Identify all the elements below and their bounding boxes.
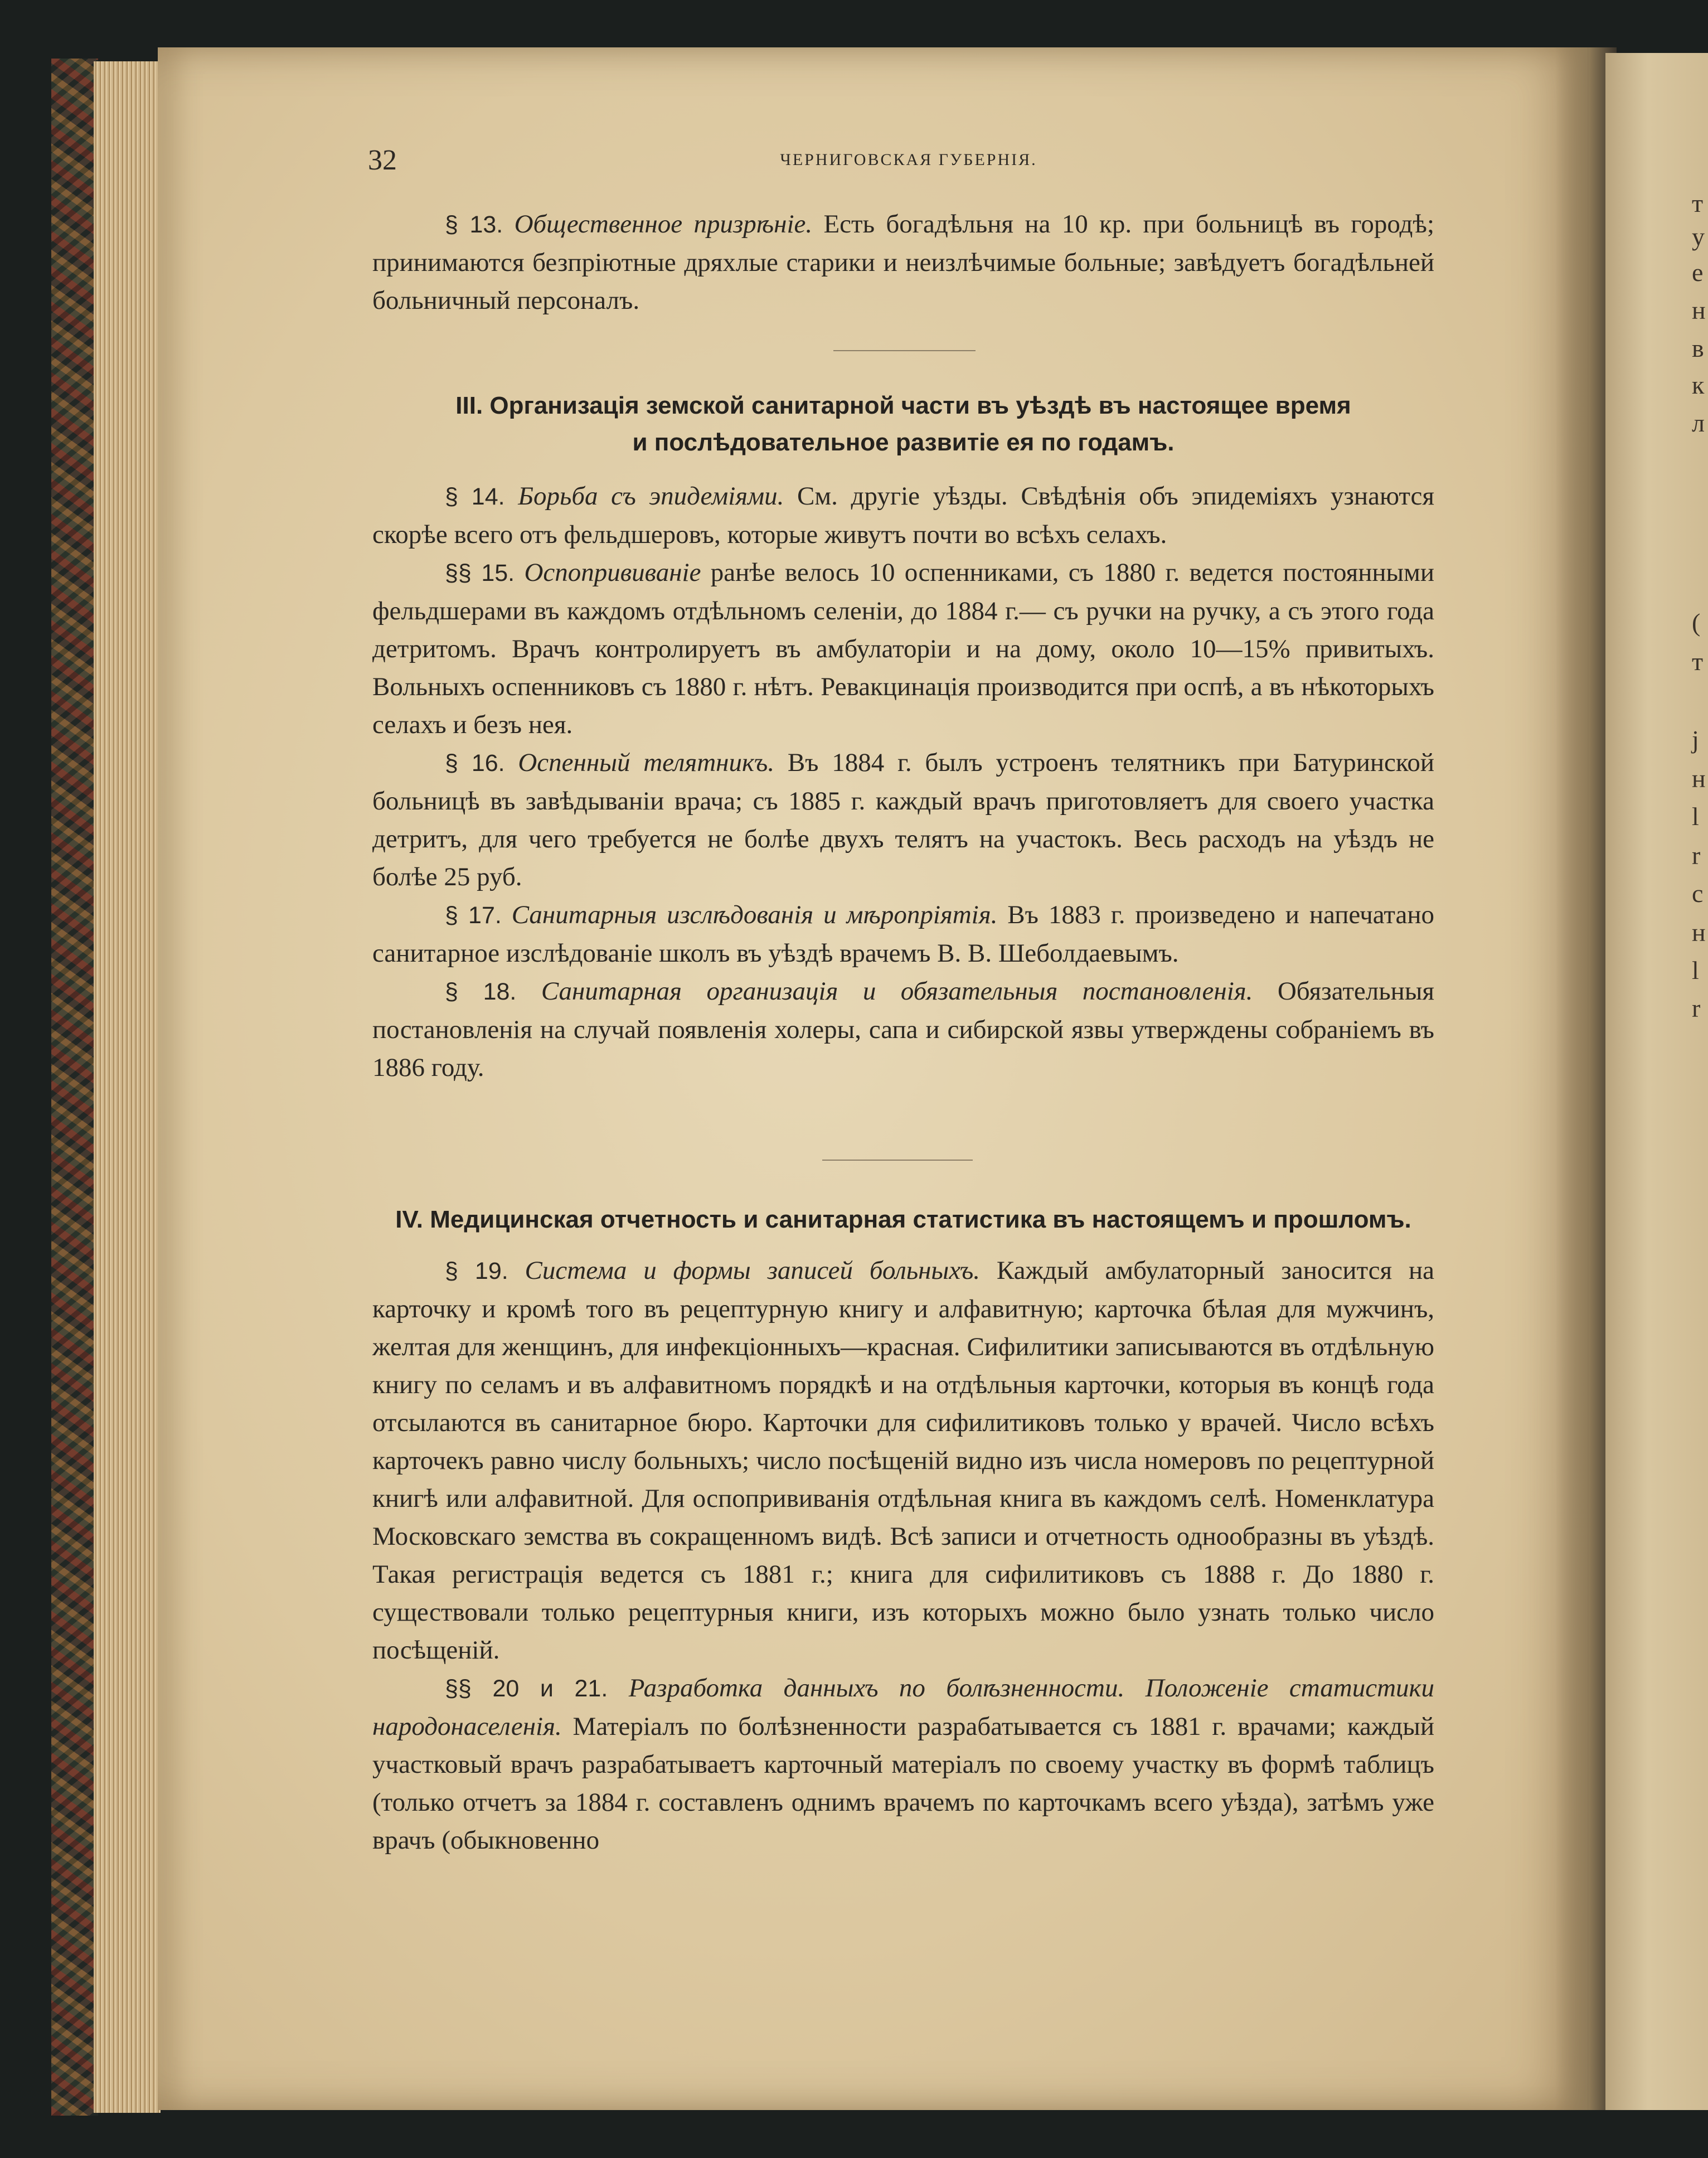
paragraph-17: [372, 896, 1434, 972]
divider: [822, 1160, 973, 1161]
section-title: Оспопрививаніе: [524, 558, 701, 587]
paragraph-13: [372, 205, 1434, 319]
section-number: § 13.: [445, 211, 503, 238]
paragraph-body: Есть богадѣльня на 10 кр. при больницѣ въ городѣ; принимаются безпріютные дряхлые старики и неизлѣчимые больные; завѣдуетъ богадѣльней больничный персоналъ.: [372, 210, 1435, 315]
facing-page-fragment: у: [1692, 222, 1705, 251]
divider: [833, 350, 976, 351]
heading-line: и послѣдовательное развитіе ея по годамъ.: [632, 429, 1175, 456]
paragraph-body: Обязательныя постановленія на случай появленія холеры, сапа и сибирской язвы утверждены собраніемъ въ 1886 году.: [372, 977, 1435, 1082]
section-title: Борьба съ эпидеміями.: [518, 482, 784, 511]
section-number: §§ 15.: [445, 560, 515, 586]
facing-page-fragment: т: [1692, 647, 1704, 676]
facing-page-fragment: (: [1692, 608, 1701, 637]
section-title: Система и формы записей больныхъ.: [525, 1256, 981, 1285]
paragraph-14: [372, 477, 1434, 554]
paragraph-body: См. другіе уѣзды. Свѣдѣнія объ эпидеміяхъ узнаются скорѣе всего отъ фельдшеровъ, которые живутъ почти во всѣхъ селахъ.: [372, 482, 1435, 549]
running-head: ЧЕРНИГОВСКАЯ ГУБЕРНІЯ.: [780, 151, 1037, 169]
facing-page-fragment: l: [1692, 956, 1699, 985]
facing-page-fragment: к: [1692, 371, 1705, 399]
book-binding: [51, 59, 98, 2116]
facing-page-fragment: л: [1692, 409, 1705, 437]
heading-line: IV. Медицинская отчетность и санитарная статистика въ настоящемъ и прошломъ.: [395, 1206, 1411, 1233]
section-title: Оспенный телятникъ.: [518, 748, 775, 777]
facing-page-fragment: в: [1692, 334, 1704, 362]
paragraph-18: [372, 972, 1434, 1087]
facing-page-fragment: е: [1692, 258, 1704, 287]
paragraph-body: Въ 1883 г. произведено и напечатано санитарное изслѣдованіе школъ въ уѣздѣ врачемъ В. В. Шеболдаевымъ.: [372, 900, 1434, 968]
section-number: § 18.: [445, 978, 517, 1005]
page-edges: [94, 61, 161, 2113]
heading-line: III. Организація земской санитарной части въ уѣздѣ въ настоящее время: [455, 392, 1351, 419]
section-13: [372, 205, 1434, 319]
section-title: Общественное призрѣніе.: [514, 210, 813, 239]
section-4-body: [372, 1252, 1434, 1859]
paragraph-body: ранѣе велось 10 оспенниками, съ 1880 г. ведется постоянными фельдшерами въ каждомъ отдѣльномъ селеніи, до 1884 г.— съ ручки на ручку, а съ этого года детритомъ. Врачъ контролируетъ въ амбулаторіи и на дому, около 10—15% привитыхъ. Вольныхъ оспенниковъ съ 1880 г. нѣтъ. Ревакцинація производится при оспѣ, а въ нѣкоторыхъ селахъ и безъ нея.: [372, 558, 1434, 739]
facing-page-fragment: т: [1692, 189, 1704, 217]
section-title: Санитарная организація и обязательныя постановленія.: [541, 977, 1253, 1006]
facing-page-fragment: н: [1692, 918, 1706, 947]
section-number: §§ 20 и 21.: [445, 1675, 608, 1702]
page-header: [368, 144, 1449, 177]
paragraph-body: Каждый амбулаторный заносится на карточку и кромѣ того въ рецептурную книгу и алфавитную; карточка бѣлая для мужчинъ, желтая для женщинъ, для инфекціонныхъ—красная. Сифилитики записываются въ отдѣльную книгу по селамъ и въ алфавитномъ порядкѣ и на отдѣльныя карточки, которыя въ концѣ года отсылаются въ санитарное бюро. Карточки для сифилитиковъ только у врачей. Число всѣхъ карточекъ равно числу больныхъ; число посѣщеній видно изъ числа номеровъ по рецептурной книгѣ или алфавитной. Для оспопрививанія отдѣльная книга въ каждомъ селѣ. Номенклатура Московскаго земства въ сокращенномъ видѣ. Всѣ записи и отчетность однообразны въ уѣздѣ. Такая регистрація ведется съ 1881 г.; книга для сифилитиковъ съ 1888 г. До 1880 г. существовали только рецептурныя книги, изъ которыхъ можно было узнать только число посѣщеній.: [372, 1256, 1434, 1665]
paragraph-19: [372, 1252, 1434, 1669]
paragraph-20-21: [372, 1669, 1434, 1859]
paragraph-body: Матеріалъ по болѣзненности разрабатывается съ 1881 г. врачами; каждый участковый врачъ разрабатываетъ карточный матеріалъ по своему участку въ формѣ таблицъ (только отчетъ за 1884 г. составленъ однимъ врачемъ по карточкамъ всего уѣзда), затѣмъ уже врачъ (обыкновенно: [372, 1712, 1435, 1855]
facing-page-fragment: r: [1692, 994, 1701, 1022]
section-number: § 16.: [445, 750, 505, 777]
section-number: § 19.: [445, 1258, 508, 1284]
section-title: Санитарныя изслѣдованія и мѣропріятія.: [511, 900, 998, 929]
paragraph-16: [372, 744, 1434, 896]
section-4-heading: [372, 1201, 1434, 1238]
section-number: § 14.: [445, 483, 505, 510]
section-3-heading: [372, 387, 1434, 461]
paragraph-body: Въ 1884 г. былъ устроенъ телятникъ при Батуринской больницѣ въ завѣдываніи врача; съ 1885 г. каждый врачъ приготовляетъ для своего участка детритъ, для чего требуется не болѣе двухъ телятъ на участокъ. Весь расходъ на уѣздъ не болѣе 25 руб.: [372, 748, 1435, 891]
paragraph-15: [372, 554, 1434, 744]
section-number: § 17.: [445, 902, 502, 929]
page-number: 32: [368, 144, 397, 176]
section-3-body: [372, 477, 1434, 1087]
facing-page-fragment: r: [1692, 841, 1701, 870]
facing-page-fragment: с: [1692, 879, 1704, 908]
section-title: Разработка данныхъ по болѣзненности. Положеніе статистики народонаселенія.: [372, 1674, 1435, 1741]
facing-page-fragment: н: [1692, 764, 1706, 793]
facing-page-fragment: н: [1692, 296, 1706, 324]
facing-page-fragment: l: [1692, 802, 1699, 831]
facing-page-fragment: ј: [1692, 725, 1699, 754]
